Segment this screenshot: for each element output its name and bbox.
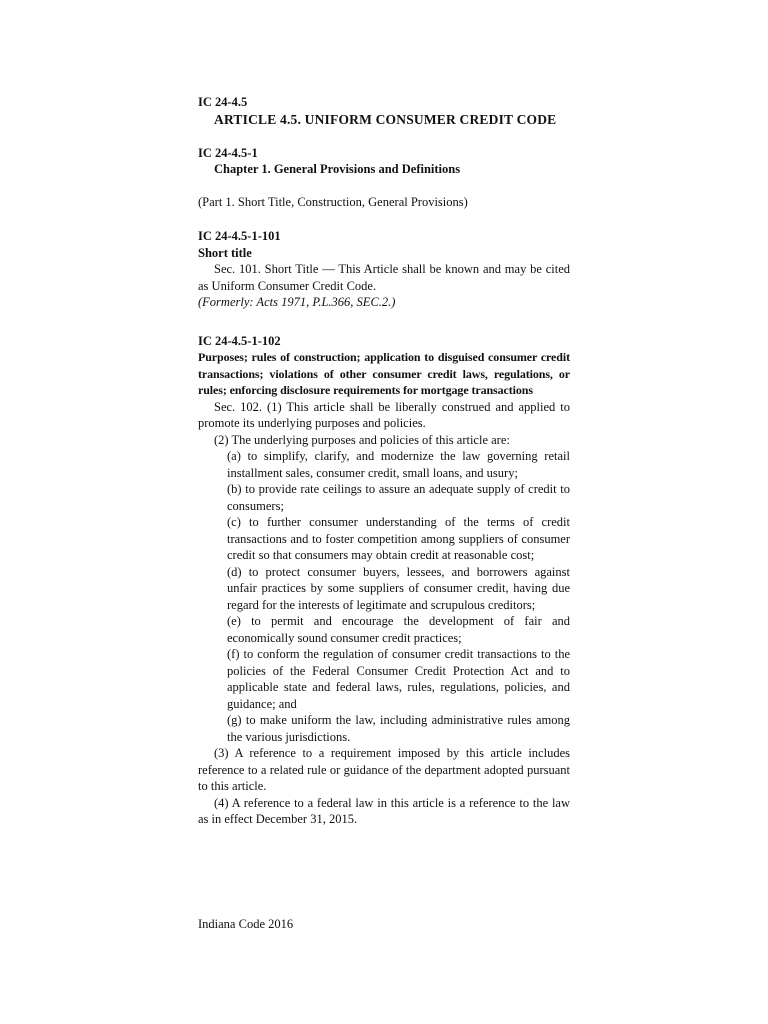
purpose-item-a: (a) to simplify, clarify, and modernize the law governing retail installment sales, consumer credit, small loans, and usury; [227, 449, 570, 480]
section-101-history: (Formerly: Acts 1971, P.L.366, SEC.2.) [198, 295, 396, 309]
article-title: ARTICLE 4.5. UNIFORM CONSUMER CREDIT CODE [214, 111, 557, 127]
chapter-code: IC 24-4.5-1 [198, 145, 258, 160]
section-102-paragraph-3: (3) A reference to a requirement imposed by this article includes reference to a related rule or guidance of the department adopted pursuant to this article. [198, 746, 570, 793]
page-content [198, 94, 570, 828]
section-101-text: Sec. 101. Short Title — This Article shall be known and may be cited as Uniform Consumer Credit Code. [198, 262, 570, 293]
purpose-item-b: (b) to provide rate ceilings to assure an adequate supply of credit to consumers; [227, 482, 570, 513]
section-102-paragraph-4: (4) A reference to a federal law in this article is a reference to the law as in effect December 31, 2015. [198, 795, 570, 826]
chapter-title: Chapter 1. General Provisions and Definitions [214, 162, 461, 176]
article-code: IC 24-4.5 [198, 95, 248, 109]
purpose-item-d: (d) to protect consumer buyers, lessees, and borrowers against unfair practices by some suppliers of consumer credit, having due regard for the interests of legitimate and scrupulous creditors; [227, 564, 570, 612]
part-heading: (Part 1. Short Title, Construction, General Provisions) [198, 194, 468, 209]
purpose-item-c: (c) to further consumer understanding of the terms of credit transactions and to foster competition among suppliers of consumer credit so that consumers may obtain credit at reasonable cost; [227, 515, 570, 562]
section-102-paragraph-2: (2) The underlying purposes and policies of this article are: [214, 432, 510, 447]
purposes-list [198, 448, 570, 745]
section-101-caption: Short title [198, 245, 252, 260]
page-footer: Indiana Code 2016 [198, 917, 294, 931]
purpose-item-g: (g) to make uniform the law, including administrative rules among the various jurisdictions. [227, 713, 570, 744]
section-101-code: IC 24-4.5-1-101 [198, 229, 281, 243]
section-102-caption: Purposes; rules of construction; application to disguised consumer credit transactions; violations of other consumer credit laws, regulations, or rules; enforcing disclosure requirements for mortgage transactions [198, 350, 570, 397]
section-102-code: IC 24-4.5-1-102 [198, 333, 281, 348]
section-102-paragraph-1: Sec. 102. (1) This article shall be liberally construed and applied to promote its underlying purposes and policies. [198, 399, 570, 430]
purpose-item-e: (e) to permit and encourage the development of fair and economically sound consumer credit practices; [227, 614, 570, 645]
purpose-item-f: (f) to conform the regulation of consumer credit transactions to the policies of the Federal Consumer Credit Protection Act and to applicable state and federal laws, rules, regulations, policies, and guidance; and [227, 647, 570, 711]
